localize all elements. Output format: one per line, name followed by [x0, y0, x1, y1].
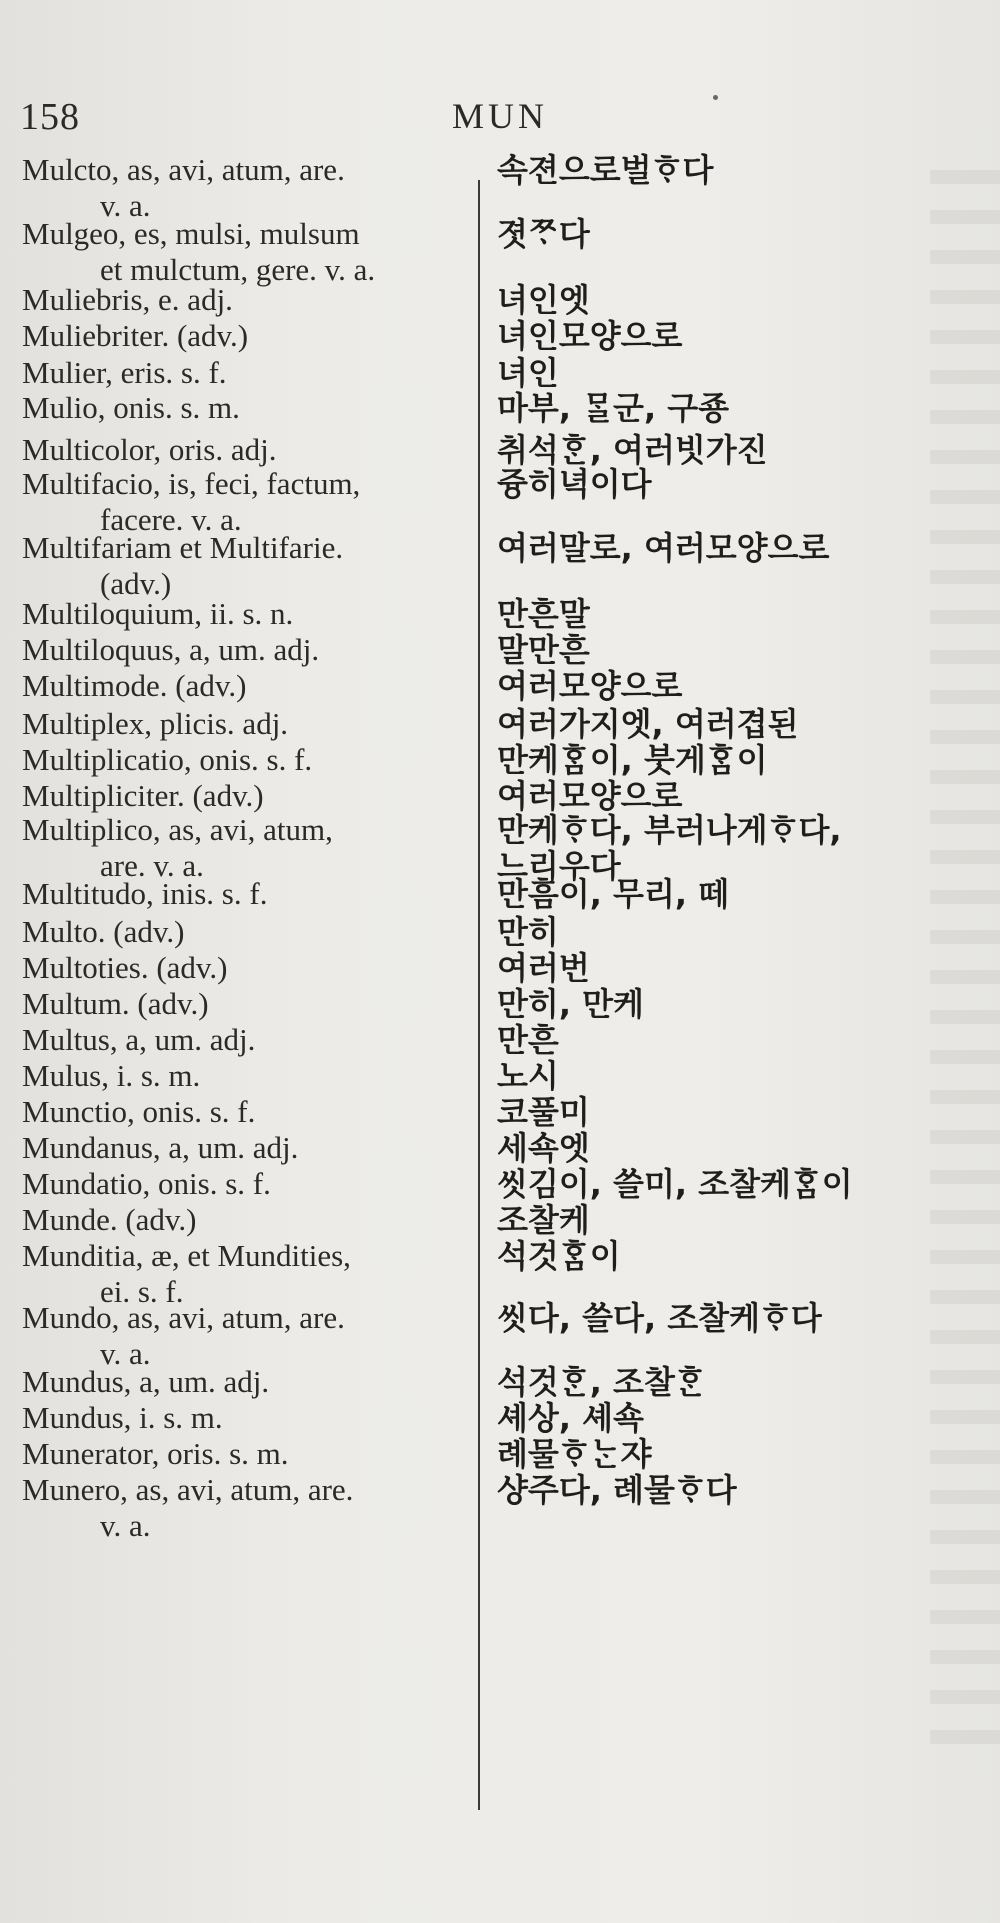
latin-text: Multiloquium, ii. s. n. [22, 596, 294, 631]
latin-text: Mulcto, as, avi, atum, are. [22, 152, 345, 187]
latin-headword [22, 668, 472, 704]
korean-definition [497, 812, 987, 884]
korean-definition [497, 1364, 987, 1400]
korean-text: 속젼으로벌ᄒᆞ다 [497, 151, 714, 189]
latin-headword [22, 530, 472, 602]
korean-definition [497, 950, 987, 986]
latin-text: Munerator, oris. s. m. [22, 1436, 289, 1471]
korean-text: 만흔말 [497, 595, 590, 633]
korean-text: 석것ᄒᆞᆷ이 [497, 1237, 621, 1275]
latin-headword [22, 1202, 472, 1238]
latin-headword [22, 1472, 472, 1544]
latin-headword [22, 1364, 472, 1400]
latin-text: Multiplico, as, avi, atum, [22, 812, 333, 847]
korean-text: 녀인모양으로 [497, 317, 683, 355]
korean-text: 여러말로, 여러모양으로 [497, 529, 830, 567]
latin-headword [22, 282, 472, 318]
latin-continuation: v. a. [100, 1508, 151, 1543]
korean-text: 여러모양으로 [497, 777, 683, 815]
korean-text: 조찰케 [497, 1201, 590, 1239]
korean-definition [497, 1238, 987, 1274]
korean-definition [497, 986, 987, 1022]
latin-headword [22, 950, 472, 986]
latin-text: Mundo, as, avi, atum, are. [22, 1300, 345, 1335]
korean-text: 마부, ᄆᆞᆯ군, 구죵 [497, 389, 730, 427]
korean-definition [497, 914, 987, 950]
latin-text: Mulus, i. s. m. [22, 1058, 201, 1093]
latin-continuation: v. a. [100, 188, 151, 223]
korean-definition [497, 1022, 987, 1058]
latin-text: Munde. (adv.) [22, 1202, 197, 1237]
korean-definition [497, 216, 987, 252]
latin-headword [22, 876, 472, 912]
korean-definition [497, 742, 987, 778]
latin-text: Multifacio, is, feci, factum, [22, 466, 361, 501]
korean-text: 여러가지엣, 여러겹된 [497, 705, 799, 743]
latin-text: Multo. (adv.) [22, 914, 185, 949]
latin-headword [22, 596, 472, 632]
latin-headword [22, 632, 472, 668]
latin-text: Munditia, æ, et Mundities, [22, 1238, 351, 1273]
korean-definition [497, 1436, 987, 1472]
latin-text: Mulio, onis. s. m. [22, 390, 240, 425]
latin-text: Muliebriter. (adv.) [22, 318, 249, 353]
page-number: 158 [20, 96, 80, 138]
korean-definition [497, 432, 987, 468]
latin-headword [22, 1022, 472, 1058]
korean-definition [497, 1202, 987, 1238]
latin-text: Mulier, eris. s. f. [22, 355, 227, 390]
korean-continuation: 느리우다 [497, 847, 621, 885]
korean-definition [497, 706, 987, 742]
korean-text: 셰상, 셰쇽 [497, 1399, 644, 1437]
running-head: MUN [451, 96, 548, 136]
korean-text: 여러번 [497, 949, 590, 987]
latin-headword [22, 466, 472, 538]
korean-definition [497, 1400, 987, 1436]
korean-definition [497, 632, 987, 668]
latin-headword [22, 1300, 472, 1372]
latin-headword [22, 986, 472, 1022]
latin-text: Muliebris, e. adj. [22, 282, 233, 317]
latin-text: Multus, a, um. adj. [22, 1022, 256, 1057]
korean-definition [497, 1166, 987, 1202]
latin-text: Multiplex, plicis. adj. [22, 706, 289, 741]
latin-headword [22, 1058, 472, 1094]
latin-headword [22, 914, 472, 950]
korean-definition [497, 318, 987, 354]
latin-headword [22, 1130, 472, 1166]
latin-text: Multipliciter. (adv.) [22, 778, 264, 813]
latin-continuation: are. v. a. [100, 848, 204, 883]
latin-text: Multicolor, oris. adj. [22, 432, 277, 467]
korean-definition [497, 1472, 987, 1508]
korean-text: 만케ᄒᆞ다, 부러나게ᄒᆞ다, [497, 811, 842, 849]
latin-headword [22, 1436, 472, 1472]
korean-text: 샹주다, 례물ᄒᆞ다 [497, 1471, 737, 1509]
latin-text: Multifariam et Multifarie. [22, 530, 344, 565]
korean-definition [497, 355, 987, 391]
korean-text: 씻다, 쓸다, 조찰케ᄒᆞ다 [497, 1299, 822, 1337]
latin-headword [22, 1166, 472, 1202]
korean-definition [497, 1130, 987, 1166]
korean-text: 만흠이, 무리, 떼 [497, 875, 730, 913]
korean-text: 만흔 [497, 1021, 559, 1059]
korean-text: 녀인엣 [497, 281, 590, 319]
korean-text: 노시 [497, 1057, 559, 1095]
korean-text: 말만흔 [497, 631, 590, 669]
korean-text: 례물ᄒᆞᄂᆞᆫ쟈 [497, 1435, 652, 1473]
korean-definition [497, 152, 987, 188]
latin-headword [22, 1400, 472, 1436]
korean-definition [497, 390, 987, 426]
latin-text: Multum. (adv.) [22, 986, 209, 1021]
latin-text: Multiplicatio, onis. s. f. [22, 742, 313, 777]
latin-text: Multiloquus, a, um. adj. [22, 632, 320, 667]
latin-text: Mundus, a, um. adj. [22, 1364, 270, 1399]
latin-headword [22, 1094, 472, 1130]
korean-text: 즁히녁이다 [497, 465, 652, 503]
latin-headword [22, 152, 472, 224]
korean-text: 씻김이, 쓸미, 조찰케ᄒᆞᆷ이 [497, 1165, 853, 1203]
latin-headword [22, 742, 472, 778]
korean-definition [497, 1058, 987, 1094]
korean-definition [497, 668, 987, 704]
latin-headword [22, 355, 472, 391]
latin-headword [22, 812, 472, 884]
latin-headword [22, 432, 472, 468]
korean-text: 녀인 [497, 354, 559, 392]
latin-text: Multoties. (adv.) [22, 950, 228, 985]
korean-text: 여러모양으로 [497, 667, 683, 705]
korean-definition [497, 876, 987, 912]
korean-text: 석것ᄒᆞᆫ, 조찰ᄒᆞᆫ [497, 1363, 706, 1401]
latin-text: Munero, as, avi, atum, are. [22, 1472, 354, 1507]
korean-text: 만히, 만케 [497, 985, 644, 1023]
korean-definition [497, 1094, 987, 1130]
latin-text: Multimode. (adv.) [22, 668, 247, 703]
latin-text: Mundus, i. s. m. [22, 1400, 223, 1435]
latin-text: Mundatio, onis. s. f. [22, 1166, 271, 1201]
korean-text: 졋ᄍᆞ다 [497, 215, 590, 253]
latin-continuation: et mulctum, gere. v. a. [100, 252, 376, 287]
latin-text: Mulgeo, es, mulsi, mulsum [22, 216, 360, 251]
latin-headword [22, 706, 472, 742]
korean-definition [497, 466, 987, 502]
latin-headword [22, 216, 472, 288]
korean-text: 취석ᄒᆞᆫ, 여러빗가진 [497, 431, 768, 469]
korean-definition [497, 530, 987, 566]
latin-text: Munctio, onis. s. f. [22, 1094, 256, 1129]
latin-continuation: facere. v. a. [100, 502, 242, 537]
latin-continuation: v. a. [100, 1336, 151, 1371]
korean-definition [497, 596, 987, 632]
latin-text: Mundanus, a, um. adj. [22, 1130, 299, 1165]
korean-definition [497, 282, 987, 318]
korean-text: 만케ᄒᆞᆷ이, 붓게ᄒᆞᆷ이 [497, 741, 768, 779]
latin-headword [22, 318, 472, 354]
latin-continuation: ei. s. f. [100, 1274, 184, 1309]
korean-text: 코풀미 [497, 1093, 590, 1131]
latin-continuation: (adv.) [100, 566, 172, 601]
korean-definition [497, 1300, 987, 1336]
korean-text: 세쇽엣 [497, 1129, 590, 1167]
latin-headword [22, 390, 472, 426]
korean-text: 만히 [497, 913, 559, 951]
latin-text: Multitudo, inis. s. f. [22, 876, 268, 911]
korean-definition [497, 778, 987, 814]
latin-headword [22, 778, 472, 814]
